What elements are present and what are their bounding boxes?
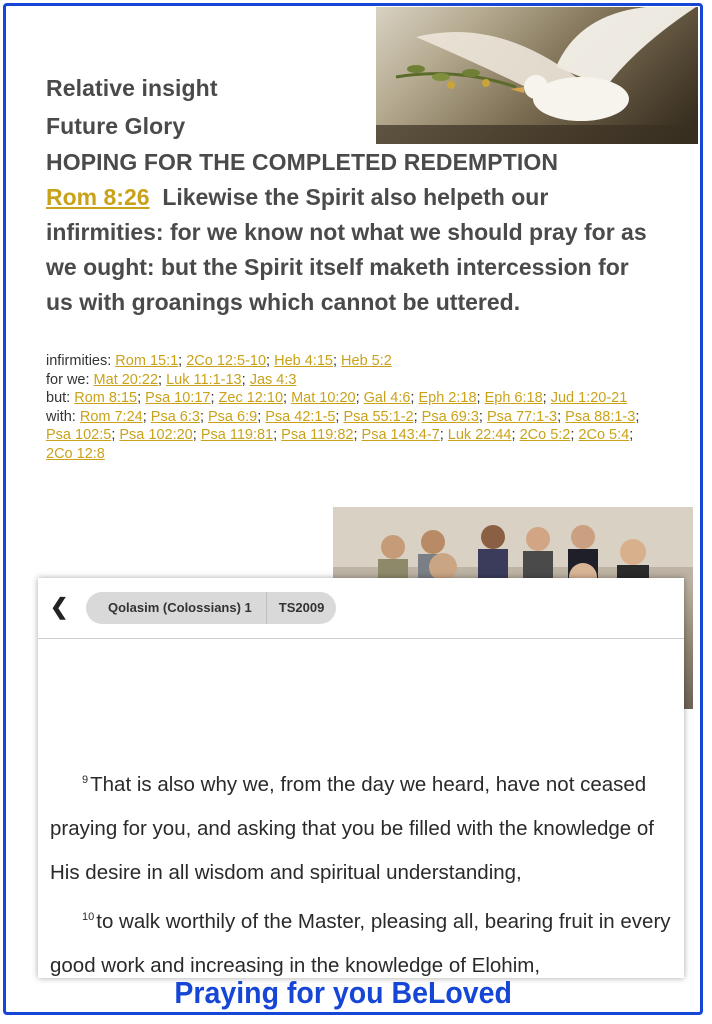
crossref-link[interactable]: Psa 143:4-7 bbox=[361, 427, 440, 443]
crossref-separator: ; bbox=[241, 371, 250, 388]
bible-passage bbox=[50, 758, 678, 988]
crossref-line bbox=[46, 408, 658, 464]
crossref-separator: ; bbox=[355, 390, 364, 406]
crossref-link[interactable]: Luk 11:1-13 bbox=[166, 371, 242, 388]
crossref-separator: ; bbox=[570, 427, 579, 443]
crossref-separator: ; bbox=[413, 408, 422, 425]
crossref-line bbox=[46, 371, 658, 390]
crossref-link[interactable]: Rom 7:24 bbox=[79, 408, 143, 425]
crossref-separator: ; bbox=[192, 427, 201, 443]
verse-ref-link[interactable]: Rom 8:26 bbox=[46, 184, 150, 210]
crossref-line bbox=[46, 389, 658, 408]
crossref-label: for we: bbox=[46, 371, 94, 388]
crossref-line bbox=[46, 352, 658, 371]
verse-block bbox=[46, 180, 656, 320]
chevron-left-icon[interactable]: ❮ bbox=[50, 594, 69, 619]
crossref-separator: ; bbox=[332, 353, 342, 369]
verse-10-text: to walk worthily of the Master, pleasing all, bearing fruit in every good work and increasing in the knowledge of Elohim, bbox=[50, 909, 671, 977]
crossref-link[interactable]: Eph 6:18 bbox=[484, 390, 543, 406]
verse-number-9: 9 bbox=[82, 774, 89, 786]
crossref-link[interactable]: Heb 5:2 bbox=[341, 353, 392, 369]
crossref-link[interactable]: Psa 6:9 bbox=[208, 408, 258, 425]
crossref-separator: ; bbox=[335, 408, 344, 425]
crossref-separator: ; bbox=[476, 390, 485, 406]
crossref-separator: ; bbox=[158, 371, 167, 388]
crossref-separator: ; bbox=[137, 390, 146, 406]
footer-caption: Praying for you BeLoved bbox=[174, 975, 512, 1010]
crossref-separator: ; bbox=[199, 408, 209, 425]
crossref-separator: ; bbox=[142, 408, 151, 425]
crossref-link[interactable]: Psa 102:5 bbox=[46, 427, 112, 443]
crossref-separator: ; bbox=[210, 390, 219, 406]
crossref-separator: ; bbox=[511, 427, 520, 443]
dove-illustration bbox=[376, 7, 698, 144]
crossref-link[interactable]: Gal 4:6 bbox=[363, 390, 411, 406]
verse-9-text: That is also why we, from the day we heard, have not ceased praying for you, and asking that you be filled with the knowledge of His desire in all wisdom and spiritual understanding, bbox=[50, 772, 654, 884]
heading-future-glory: Future Glory bbox=[46, 113, 186, 139]
crossref-separator: ; bbox=[111, 427, 120, 443]
crossref-separator: ; bbox=[273, 427, 282, 443]
crossref-link[interactable]: Zec 12:10 bbox=[218, 390, 284, 406]
crossref-separator: ; bbox=[283, 390, 292, 406]
bible-app-header bbox=[38, 578, 684, 639]
crossref-link[interactable]: Mat 10:20 bbox=[291, 390, 356, 406]
crossref-link[interactable]: 2Co 5:2 bbox=[519, 427, 571, 443]
crossref-link[interactable]: Jas 4:3 bbox=[249, 371, 297, 388]
crossref-link[interactable]: Jud 1:20-21 bbox=[550, 390, 628, 406]
crossref-label: infirmities: bbox=[46, 353, 116, 369]
crossref-separator: ; bbox=[439, 427, 448, 443]
crossref-label: but: bbox=[46, 390, 75, 406]
crossref-link[interactable]: Psa 119:82 bbox=[281, 427, 354, 443]
crossref-label: with: bbox=[46, 408, 80, 425]
crossref-link[interactable]: Psa 55:1-2 bbox=[343, 408, 414, 425]
crossref-link[interactable]: Heb 4:15 bbox=[274, 353, 333, 369]
crossref-link[interactable]: Rom 15:1 bbox=[115, 353, 179, 369]
crossref-separator: ; bbox=[478, 408, 487, 425]
crossref-link[interactable]: Eph 2:18 bbox=[418, 390, 477, 406]
verse-text: Likewise the Spirit also helpeth our infirmities: for we know not what we should pray for as we ought: but the Spirit itself maketh intercession for us with groanings which cannot be uttered. bbox=[46, 184, 647, 315]
crossref-link[interactable]: Mat 20:22 bbox=[93, 371, 159, 388]
crossref-link[interactable]: 2Co 12:8 bbox=[46, 445, 105, 462]
crossref-separator: ; bbox=[542, 390, 551, 406]
crossref-separator: ; bbox=[178, 353, 187, 369]
version-selector[interactable]: TS2009 bbox=[278, 600, 325, 615]
crossref-separator: ; bbox=[557, 408, 566, 425]
crossref-link[interactable]: Psa 102:20 bbox=[119, 427, 193, 443]
crossref-link[interactable]: Psa 42:1-5 bbox=[265, 408, 336, 425]
bible-app-screenshot bbox=[38, 578, 684, 978]
crossref-separator: ; bbox=[629, 427, 634, 443]
crossref-separator: ; bbox=[266, 353, 275, 369]
dove-olive-branch-image bbox=[376, 7, 698, 144]
cross-references bbox=[46, 352, 658, 463]
crossref-separator: ; bbox=[353, 427, 362, 443]
crossref-separator: ; bbox=[635, 408, 640, 425]
crossref-link[interactable]: Psa 6:3 bbox=[150, 408, 200, 425]
crossref-link[interactable]: Psa 88:1-3 bbox=[565, 408, 636, 425]
crossref-separator: ; bbox=[410, 390, 419, 406]
verse-number-10: 10 bbox=[82, 910, 95, 923]
crossref-separator: ; bbox=[257, 408, 266, 425]
crossref-link[interactable]: Psa 10:17 bbox=[145, 390, 211, 406]
crossref-link[interactable]: Psa 77:1-3 bbox=[486, 408, 558, 425]
book-selector[interactable]: Qolasim (Colossians) 1 bbox=[86, 592, 267, 624]
crossref-link[interactable]: Psa 119:81 bbox=[200, 427, 274, 443]
crossref-link[interactable]: Rom 8:15 bbox=[74, 390, 138, 406]
book-version-selector[interactable] bbox=[86, 592, 336, 624]
heading-relative-insight: Relative insight bbox=[46, 75, 218, 101]
heading-completed-redemption: HOPING FOR THE COMPLETED REDEMPTION bbox=[46, 149, 559, 175]
crossref-link[interactable]: 2Co 12:5-10 bbox=[186, 353, 267, 369]
crossref-link[interactable]: Psa 69:3 bbox=[421, 408, 479, 425]
crossref-link[interactable]: Luk 22:44 bbox=[447, 427, 512, 443]
crossref-link[interactable]: 2Co 5:4 bbox=[578, 427, 630, 443]
